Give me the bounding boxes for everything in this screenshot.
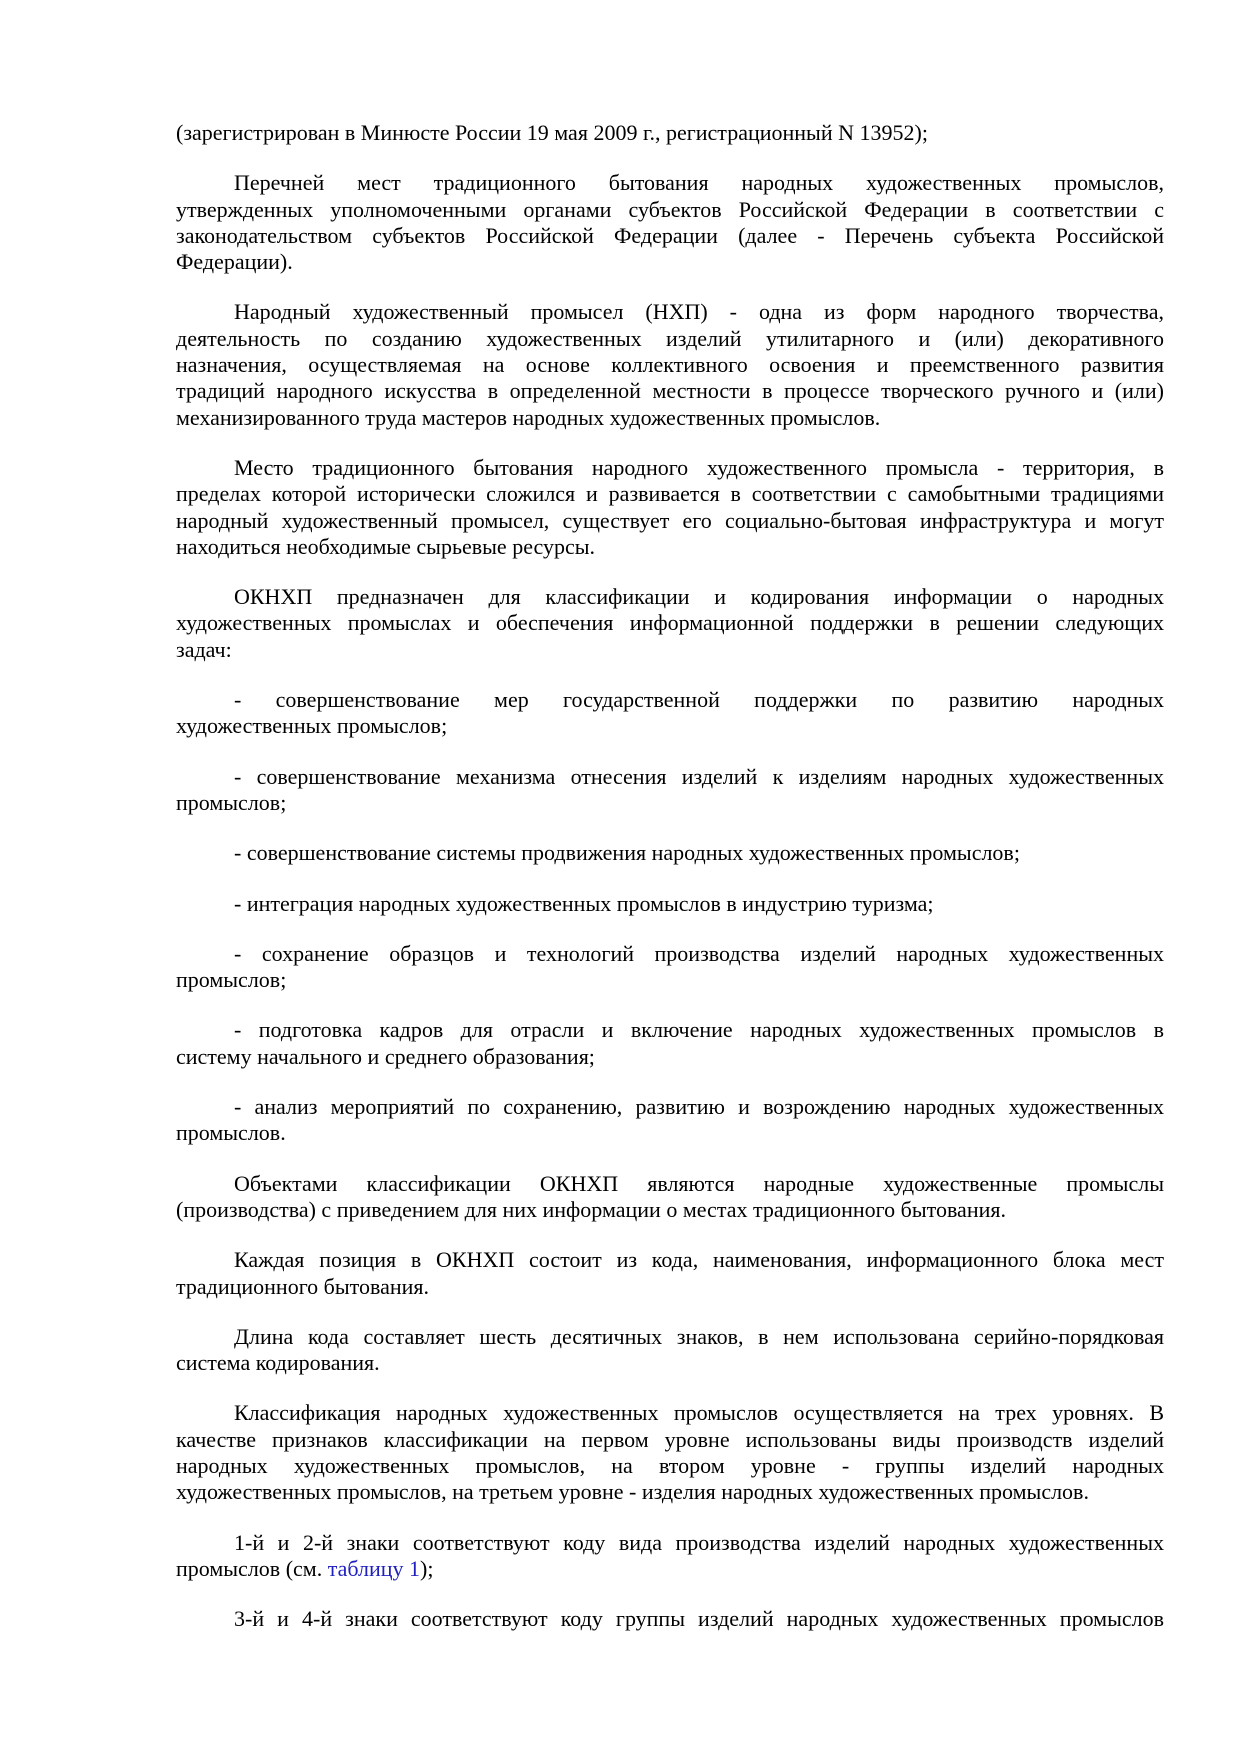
paragraph [176, 687, 1164, 740]
text-line: Классификация народных художественных промыслов осуществляется на трех уровнях. В [234, 1400, 1164, 1426]
paragraph [176, 840, 1164, 866]
paragraph [176, 1094, 1164, 1147]
text-line: Место традиционного бытования народного художественного промысла - территория, в [234, 454, 1164, 480]
paragraph [176, 1530, 1164, 1583]
text-line: (зарегистрирован в Минюсте России 19 мая 2009 г., регистрационный N 13952); [176, 120, 928, 145]
paragraph [176, 764, 1164, 817]
text-line: промыслов; [176, 967, 287, 993]
paragraph [176, 1606, 1164, 1632]
text-line: (производства) с приведением для них информации о местах традиционного бытования. [176, 1196, 1006, 1222]
paragraph [176, 941, 1164, 994]
paragraph [176, 120, 1164, 146]
text-line: художественных промыслов, на третьем уровне - изделия народных художественных промыслов. [176, 1479, 1089, 1505]
paragraph [176, 170, 1164, 275]
text-line [176, 1556, 1164, 1582]
text-segment: промыслов (см. [176, 1555, 328, 1581]
document-page [176, 120, 1164, 1656]
text-line: промыслов; [176, 789, 287, 815]
text-line: качестве признаков классификации на первом уровне использованы виды производств изделий [176, 1426, 1164, 1452]
text-line: - анализ мероприятий по сохранению, развитию и возрождению народных художественных [234, 1094, 1164, 1120]
text-line: художественных промыслах и обеспечения информационной поддержки в решении следующих [176, 610, 1164, 636]
text-line: Длина кода составляет шесть десятичных знаков, в нем использована серийно-порядковая [234, 1323, 1164, 1349]
text-line: - совершенствование механизма отнесения изделий к изделиям народных художественных [234, 763, 1164, 789]
text-line: Народный художественный промысел (НХП) - одна из форм народного творчества, [234, 299, 1164, 325]
text-line: Каждая позиция в ОКНХП состоит из кода, наименования, информационного блока мест [234, 1247, 1164, 1273]
paragraph [176, 1017, 1164, 1070]
paragraph [176, 584, 1164, 663]
text-line: народных художественных промыслов, на втором уровне - группы изделий народных [176, 1452, 1164, 1478]
text-line: - сохранение образцов и технологий производства изделий народных художественных [234, 940, 1164, 966]
text-line: - совершенствование системы продвижения народных художественных промыслов; [234, 840, 1020, 866]
text-line: - совершенствование мер государственной поддержки по развитию народных [234, 687, 1164, 713]
text-line: Объектами классификации ОКНХП являются народные художественные промыслы [234, 1170, 1164, 1196]
table-1-link[interactable]: таблицу 1 [327, 1555, 421, 1581]
text-line: деятельность по созданию художественных изделий утилитарного и (или) декоративного [176, 325, 1164, 351]
text-line: задач: [176, 636, 232, 662]
text-line: 1-й и 2-й знаки соответствуют коду вида производства изделий народных художественных [234, 1529, 1164, 1555]
text-line: назначения, осуществляемая на основе коллективного освоения и преемственного развития [176, 352, 1164, 378]
text-line: традиций народного искусства в определенной местности в процессе творческого ручного и (или) [176, 378, 1164, 404]
text-line: утвержденных уполномоченными органами субъектов Российской Федерации в соответствии с [176, 196, 1164, 222]
text-line: художественных промыслов; [176, 713, 448, 739]
text-line: законодательством субъектов Российской Федерации (далее - Перечень субъекта Российской [176, 222, 1164, 248]
text-line: Федерации). [176, 249, 293, 275]
paragraph [176, 1324, 1164, 1377]
text-line: Перечней мест традиционного бытования народных художественных промыслов, [234, 170, 1164, 196]
text-line: - интеграция народных художественных промыслов в индустрию туризма; [234, 890, 934, 916]
text-line: ОКНХП предназначен для классификации и кодирования информации о народных [234, 584, 1164, 610]
paragraph [176, 1400, 1164, 1505]
text-segment: ); [420, 1555, 434, 1581]
text-line: систему начального и среднего образования; [176, 1043, 595, 1069]
paragraph [176, 1171, 1164, 1224]
paragraph [176, 299, 1164, 430]
text-line: пределах которой исторически сложился и развивается в соответствии с самобытными традициями [176, 481, 1164, 507]
text-line: - подготовка кадров для отрасли и включение народных художественных промыслов в [234, 1017, 1164, 1043]
paragraph [176, 1247, 1164, 1300]
text-line: промыслов. [176, 1120, 286, 1146]
text-line: народный художественный промысел, существует его социально-бытовая инфраструктура и могут [176, 507, 1164, 533]
text-line: 3-й и 4-й знаки соответствуют коду группы изделий народных художественных промыслов [234, 1606, 1164, 1632]
text-line: традиционного бытования. [176, 1273, 430, 1299]
text-line: механизированного труда мастеров народных художественных промыслов. [176, 404, 881, 430]
paragraph [176, 891, 1164, 917]
text-line: система кодирования. [176, 1350, 380, 1376]
paragraph [176, 455, 1164, 560]
text-line: находиться необходимые сырьевые ресурсы. [176, 533, 596, 559]
